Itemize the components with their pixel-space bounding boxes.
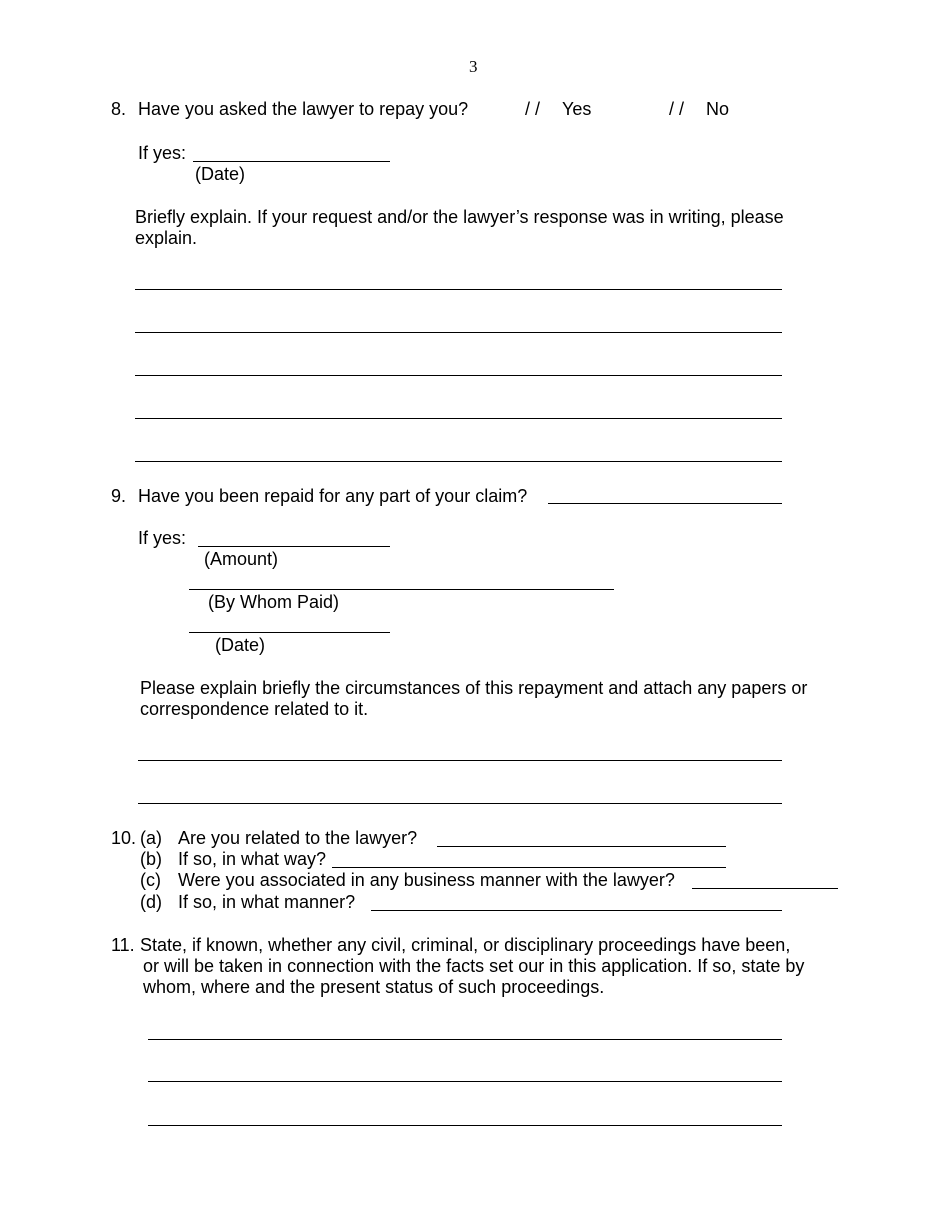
- q9-explain-line1: Please explain briefly the circumstances of this repayment and attach any papers or: [140, 678, 808, 698]
- q10-c-text: Were you associated in any business manner with the lawyer?: [178, 870, 675, 890]
- page-number: 3: [469, 57, 478, 76]
- q9-date-line[interactable]: [189, 632, 390, 633]
- q9-answer-line-2[interactable]: [138, 803, 782, 804]
- q10-c-answer-line[interactable]: [692, 888, 838, 889]
- q9-by-whom-caption: (By Whom Paid): [208, 592, 340, 612]
- q9-answer-line-1[interactable]: [138, 760, 782, 761]
- q11-answer-line-1[interactable]: [148, 1039, 782, 1040]
- q9-explain-line2: correspondence related to it.: [140, 699, 369, 719]
- q11-answer-line-3[interactable]: [148, 1125, 782, 1126]
- q8-date-line[interactable]: [193, 161, 390, 162]
- q10-c-letter: (c): [140, 870, 161, 890]
- q10-d-letter: (d): [140, 892, 162, 912]
- q10-number: 10.: [111, 828, 137, 848]
- q9-by-whom-line[interactable]: [189, 589, 614, 590]
- q10-b-letter: (b): [140, 849, 162, 869]
- q8-yes-label: Yes: [562, 99, 592, 119]
- q10-d-answer-line[interactable]: [371, 910, 782, 911]
- q11-line2: or will be taken in connection with the facts set our in this application. If so, state by: [143, 956, 805, 976]
- q9-date-caption: (Date): [215, 635, 266, 655]
- q8-no-checkbox[interactable]: / /: [669, 99, 685, 119]
- q11-line1: State, if known, whether any civil, criminal, or disciplinary proceedings have been,: [140, 935, 791, 955]
- q8-explain-line2: explain.: [135, 228, 198, 248]
- q9-amount-caption: (Amount): [204, 549, 279, 569]
- q8-no-label: No: [706, 99, 730, 119]
- q11-number: 11.: [111, 935, 135, 955]
- q8-explain-line1: Briefly explain. If your request and/or the lawyer’s response was in writing, please: [135, 207, 784, 227]
- q10-a-text: Are you related to the lawyer?: [178, 828, 418, 848]
- q10-a-answer-line[interactable]: [437, 846, 726, 847]
- q10-a-letter: (a): [140, 828, 162, 848]
- q10-b-text: If so, in what way?: [178, 849, 327, 869]
- q9-number: 9.: [111, 486, 127, 506]
- q8-answer-line-4[interactable]: [135, 418, 782, 419]
- q8-number: 8.: [111, 99, 127, 119]
- q11-line3: whom, where and the present status of such proceedings.: [143, 977, 605, 997]
- q8-answer-line-2[interactable]: [135, 332, 782, 333]
- q9-question: Have you been repaid for any part of your claim?: [138, 486, 528, 506]
- q8-answer-line-3[interactable]: [135, 375, 782, 376]
- q8-yes-checkbox[interactable]: / /: [525, 99, 541, 119]
- q10-d-text: If so, in what manner?: [178, 892, 356, 912]
- q8-question: Have you asked the lawyer to repay you?: [138, 99, 469, 119]
- q9-if-yes-label: If yes:: [138, 528, 187, 548]
- q8-if-yes-label: If yes:: [138, 143, 187, 163]
- q9-amount-line[interactable]: [198, 546, 390, 547]
- q11-answer-line-2[interactable]: [148, 1081, 782, 1082]
- q9-answer-line[interactable]: [548, 503, 782, 504]
- q8-date-caption: (Date): [195, 164, 246, 184]
- q8-answer-line-1[interactable]: [135, 289, 782, 290]
- q10-b-answer-line[interactable]: [332, 867, 726, 868]
- q8-answer-line-5[interactable]: [135, 461, 782, 462]
